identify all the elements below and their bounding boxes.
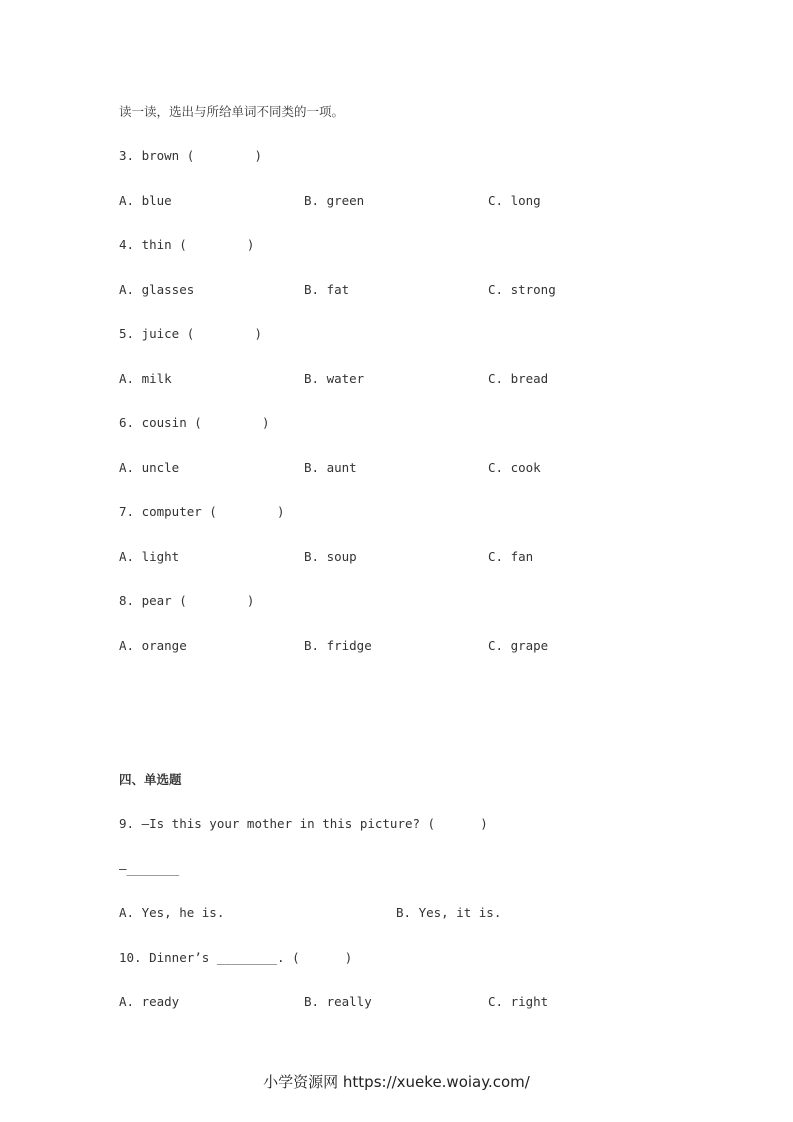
question-9-stem: 9. —Is this your mother in this picture? ( ) — [119, 816, 488, 831]
instruction-text: 读一读，选出与所给单词不同类的一项。 — [119, 104, 345, 119]
question-5-option-a: A. milk — [119, 371, 172, 386]
question-5-option-b: B. water — [304, 371, 365, 386]
section-4-title: 四、单选题 — [119, 772, 182, 787]
footer-watermark: 小学资源网 https://xueke.woiay.com/ — [263, 1073, 530, 1091]
question-7-option-b: B. soup — [304, 549, 357, 564]
question-5-option-c: C. bread — [488, 371, 549, 386]
question-7-stem: 7. computer ( ) — [119, 504, 285, 519]
question-8-stem: 8. pear ( ) — [119, 593, 255, 608]
question-4-stem: 4. thin ( ) — [119, 237, 255, 252]
question-7-option-c: C. fan — [488, 549, 534, 564]
question-3-option-a: A. blue — [119, 193, 172, 208]
question-8-option-b: B. fridge — [304, 638, 372, 653]
question-3-option-b: B. green — [304, 193, 365, 208]
question-6-option-b: B. aunt — [304, 460, 357, 475]
question-3-option-c: C. long — [488, 193, 541, 208]
question-6-stem: 6. cousin ( ) — [119, 415, 270, 430]
question-7-option-a: A. light — [119, 549, 180, 564]
question-9-option-a: A. Yes, he is. — [119, 905, 225, 920]
question-8-option-a: A. orange — [119, 638, 187, 653]
question-4-option-a: A. glasses — [119, 282, 195, 297]
question-6-option-c: C. cook — [488, 460, 541, 475]
question-10-option-b: B. really — [304, 994, 372, 1009]
question-10-option-a: A. ready — [119, 994, 180, 1009]
question-10-stem: 10. Dinner’s ________. ( ) — [119, 950, 353, 965]
question-3-stem: 3. brown ( ) — [119, 148, 262, 163]
question-9-answer-line: —_______ — [119, 861, 180, 876]
question-10-option-c: C. right — [488, 994, 549, 1009]
question-4-option-c: C. strong — [488, 282, 556, 297]
question-5-stem: 5. juice ( ) — [119, 326, 262, 341]
question-6-option-a: A. uncle — [119, 460, 180, 475]
question-9-option-b: B. Yes, it is. — [396, 905, 502, 920]
question-8-option-c: C. grape — [488, 638, 549, 653]
question-4-option-b: B. fat — [304, 282, 350, 297]
